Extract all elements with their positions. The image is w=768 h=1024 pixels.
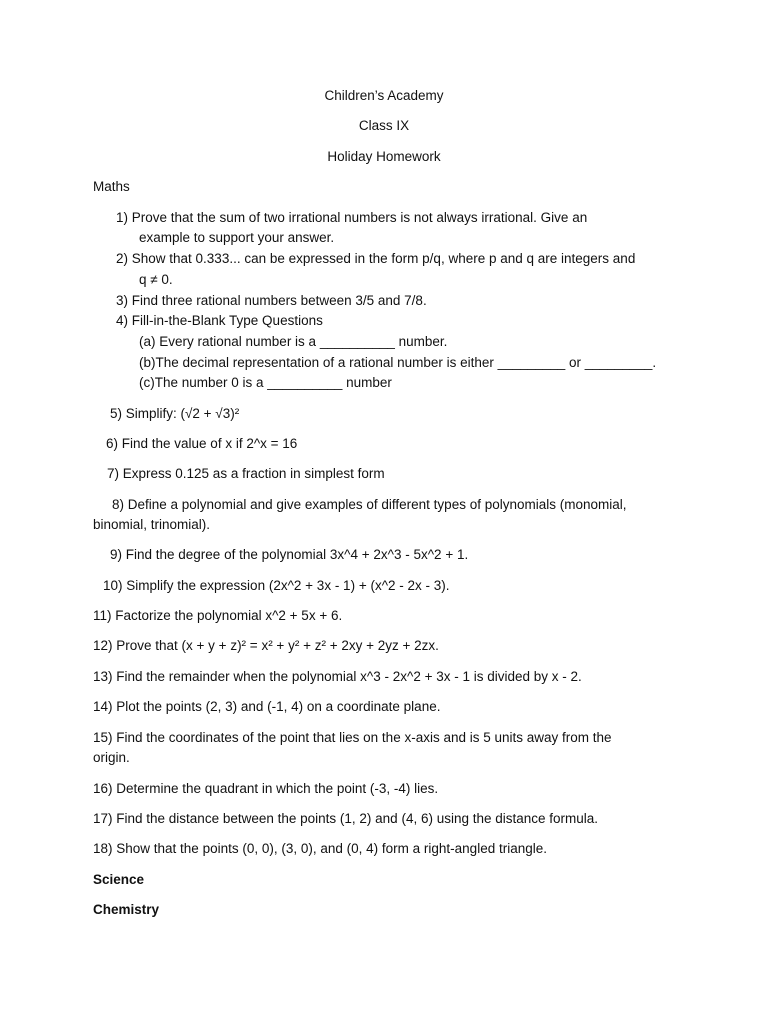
question-15-line-2: origin. bbox=[93, 750, 130, 765]
document-title: Holiday Homework bbox=[327, 149, 441, 164]
question-18: 18) Show that the points (0, 0), (3, 0), and (0, 4) form a right-angled triangle. bbox=[93, 841, 547, 856]
question-2-line-1: 2) Show that 0.333... can be expressed in the form p/q, where p and q are integers and bbox=[116, 251, 636, 266]
question-4a: (a) Every rational number is a __________ number. bbox=[139, 334, 448, 349]
chemistry-heading: Chemistry bbox=[93, 902, 160, 917]
question-12: 12) Prove that (x + y + z)² = x² + y² + z² + 2xy + 2yz + 2zx. bbox=[93, 638, 439, 653]
question-1-line-2: example to support your answer. bbox=[139, 230, 335, 245]
question-13: 13) Find the remainder when the polynomial x^3 - 2x^2 + 3x - 1 is divided by x - 2. bbox=[93, 669, 582, 684]
science-heading: Science bbox=[93, 872, 145, 887]
question-1-line-1: 1) Prove that the sum of two irrational numbers is not always irrational. Give an bbox=[116, 210, 588, 225]
question-16: 16) Determine the quadrant in which the point (-3, -4) lies. bbox=[93, 781, 439, 796]
question-7: 7) Express 0.125 as a fraction in simplest form bbox=[107, 466, 385, 481]
question-4b: (b)The decimal representation of a rational number is either _________ or _________. bbox=[139, 355, 657, 370]
question-2-line-2: q ≠ 0. bbox=[139, 272, 173, 287]
question-5: 5) Simplify: (√2 + √3)² bbox=[110, 406, 240, 421]
question-15-line-1: 15) Find the coordinates of the point that lies on the x-axis and is 5 units away from the bbox=[93, 730, 612, 745]
class-label: Class IX bbox=[358, 118, 410, 133]
question-17: 17) Find the distance between the points (1, 2) and (4, 6) using the distance formula. bbox=[93, 811, 599, 826]
question-14: 14) Plot the points (2, 3) and (-1, 4) on a coordinate plane. bbox=[93, 699, 441, 714]
maths-heading: Maths bbox=[93, 179, 130, 194]
question-10: 10) Simplify the expression (2x^2 + 3x - 1) + (x^2 - 2x - 3). bbox=[103, 578, 450, 593]
question-3: 3) Find three rational numbers between 3/5 and 7/8. bbox=[116, 293, 427, 308]
school-name: Children’s Academy bbox=[324, 88, 444, 103]
question-4: 4) Fill-in-the-Blank Type Questions bbox=[116, 313, 323, 328]
question-6: 6) Find the value of x if 2^x = 16 bbox=[106, 436, 298, 451]
question-8-line-1: 8) Define a polynomial and give examples of different types of polynomials (monomial, bbox=[112, 497, 627, 512]
question-8-line-2: binomial, trinomial). bbox=[93, 517, 211, 532]
question-11: 11) Factorize the polynomial x^2 + 5x + 6. bbox=[93, 608, 343, 623]
question-4c: (c)The number 0 is a __________ number bbox=[139, 375, 392, 390]
question-9: 9) Find the degree of the polynomial 3x^4 + 2x^3 - 5x^2 + 1. bbox=[110, 547, 469, 562]
